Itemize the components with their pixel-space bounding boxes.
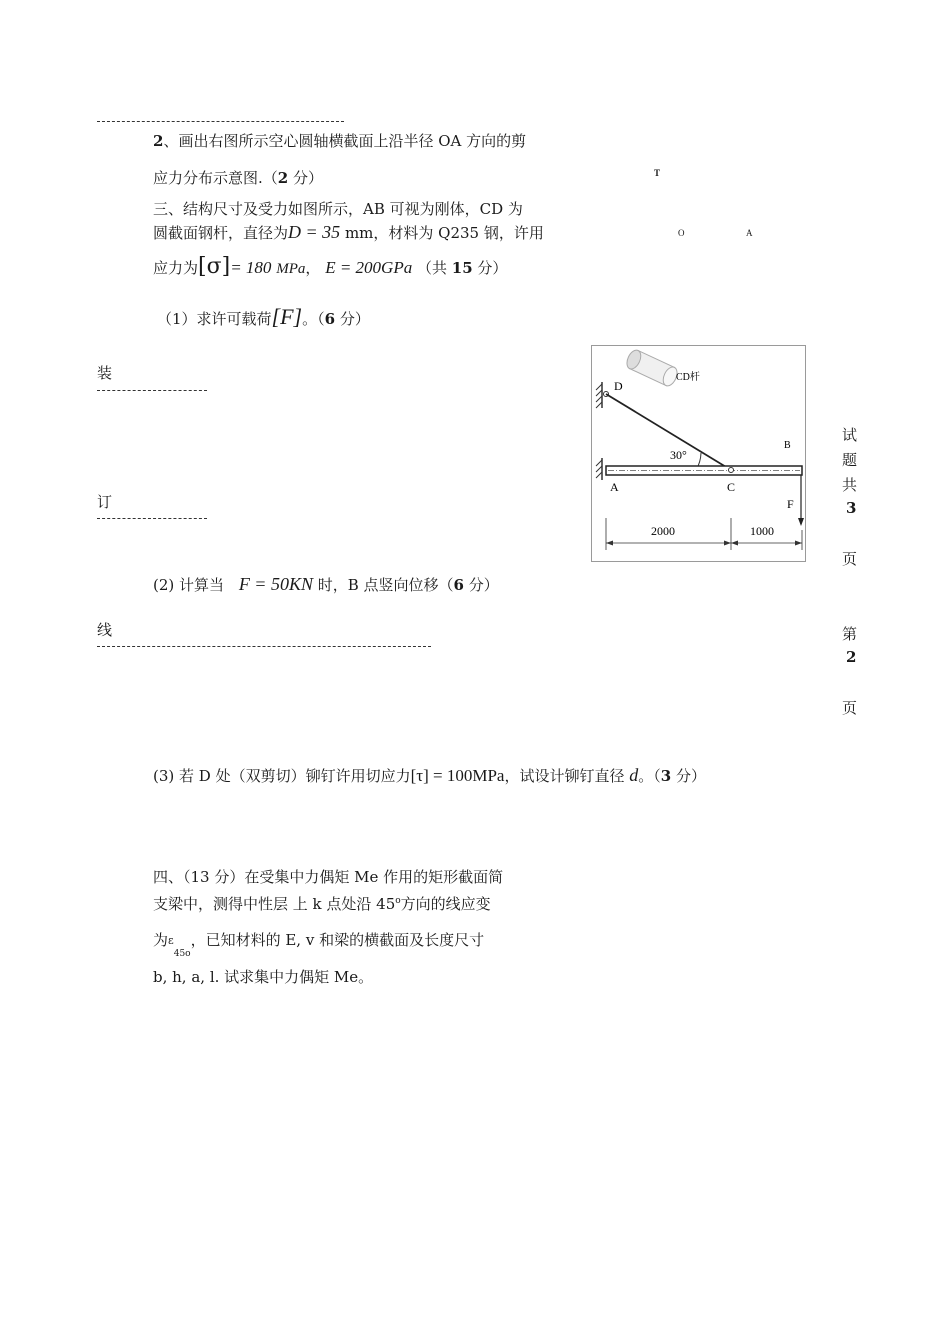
- side-total-pages: 3: [846, 499, 857, 517]
- q3-line3: 应力为[σ]= 180 MPa， E = 200GPa （共 15 分）: [153, 254, 508, 279]
- label-b: B: [784, 440, 791, 451]
- cd-rod-label: CD杆: [676, 372, 700, 383]
- q2-number: 2: [153, 132, 164, 150]
- q3-part2: (2) 计算当 F = 50KN 时，B 点竖向位移（6 分）: [153, 574, 499, 594]
- q4-line4: b, h, a, l. 试求集中力偶矩 Me。: [153, 968, 374, 986]
- shaft-label-t: T: [654, 168, 661, 178]
- q3-line1: 三、结构尺寸及受力如图所示，AB 可视为刚体，CD 为: [153, 200, 523, 218]
- q2-line1: 2、画出右图所示空心圆轴横截面上沿半径 OA 方向的剪: [153, 132, 527, 150]
- side-char-ti: 题: [842, 451, 858, 469]
- label-a: A: [610, 480, 619, 494]
- pin-c: [729, 468, 734, 473]
- side-page-number: 2: [846, 648, 857, 666]
- side-char-shi: 试: [842, 426, 858, 444]
- q4-line1: 四、（13 分）在受集中力偶矩 Me 作用的矩形截面简: [153, 868, 504, 886]
- q3-line2: 圆截面钢杆，直径为D = 35 mm，材料为 Q235 钢，许用: [153, 222, 544, 242]
- binding-ding: 订: [97, 493, 113, 511]
- top-dash-line: [97, 121, 344, 122]
- side-char-ye1: 页: [842, 550, 858, 568]
- wall-d-hatch: [596, 384, 602, 408]
- side-char-ye2: 页: [842, 699, 858, 717]
- angle-label: 30°: [670, 448, 687, 462]
- label-d: D: [614, 379, 623, 393]
- side-char-di: 第: [842, 625, 858, 643]
- q4-line3: 为$\varepsilon_{45o}$，已知材料的 E, v 和梁的横截面及长度尺寸: [153, 931, 485, 959]
- binding-zhuang: 装: [97, 364, 113, 382]
- cd-rod-icon: [624, 348, 680, 388]
- q3-part1: （1）求许可载荷[F]。（6 分）: [157, 304, 370, 329]
- dim-arrow: [606, 541, 613, 546]
- binding-dash-3: [97, 646, 431, 647]
- binding-dash-2: [97, 518, 207, 519]
- rod-cd: [606, 394, 731, 470]
- q4-line2: 支梁中，测得中性层 上 k 点处沿 45$^o$方向的线应变: [153, 895, 491, 913]
- label-c: C: [727, 480, 736, 494]
- label-f: F: [787, 497, 794, 511]
- structure-diagram: [592, 346, 805, 561]
- binding-xian: 线: [97, 621, 113, 639]
- side-char-gong: 共: [842, 476, 858, 494]
- F-bracket: [F]: [271, 304, 303, 329]
- dim-label-2000: 2000: [651, 524, 675, 538]
- force-arrowhead: [798, 518, 804, 526]
- q3-part3: (3) 若 D 处（双剪切）铆钉许用切应力[τ] = 100MPa，试设计铆钉直径 d。（3 分）: [153, 765, 706, 785]
- sigma-bracket: [σ]: [198, 254, 231, 279]
- shaft-label-a: A: [746, 228, 753, 238]
- shaft-label-o: O: [678, 228, 685, 238]
- dim-label-1000: 1000: [750, 524, 774, 538]
- dim-arrow: [795, 541, 802, 546]
- dim-arrow: [724, 541, 731, 546]
- dim-arrow: [731, 541, 738, 546]
- wall-a-hatch: [596, 460, 602, 478]
- binding-dash-1: [97, 390, 207, 391]
- structure-figure: [591, 345, 806, 562]
- q2-line2: 应力分布示意图.（2 分）: [153, 169, 323, 187]
